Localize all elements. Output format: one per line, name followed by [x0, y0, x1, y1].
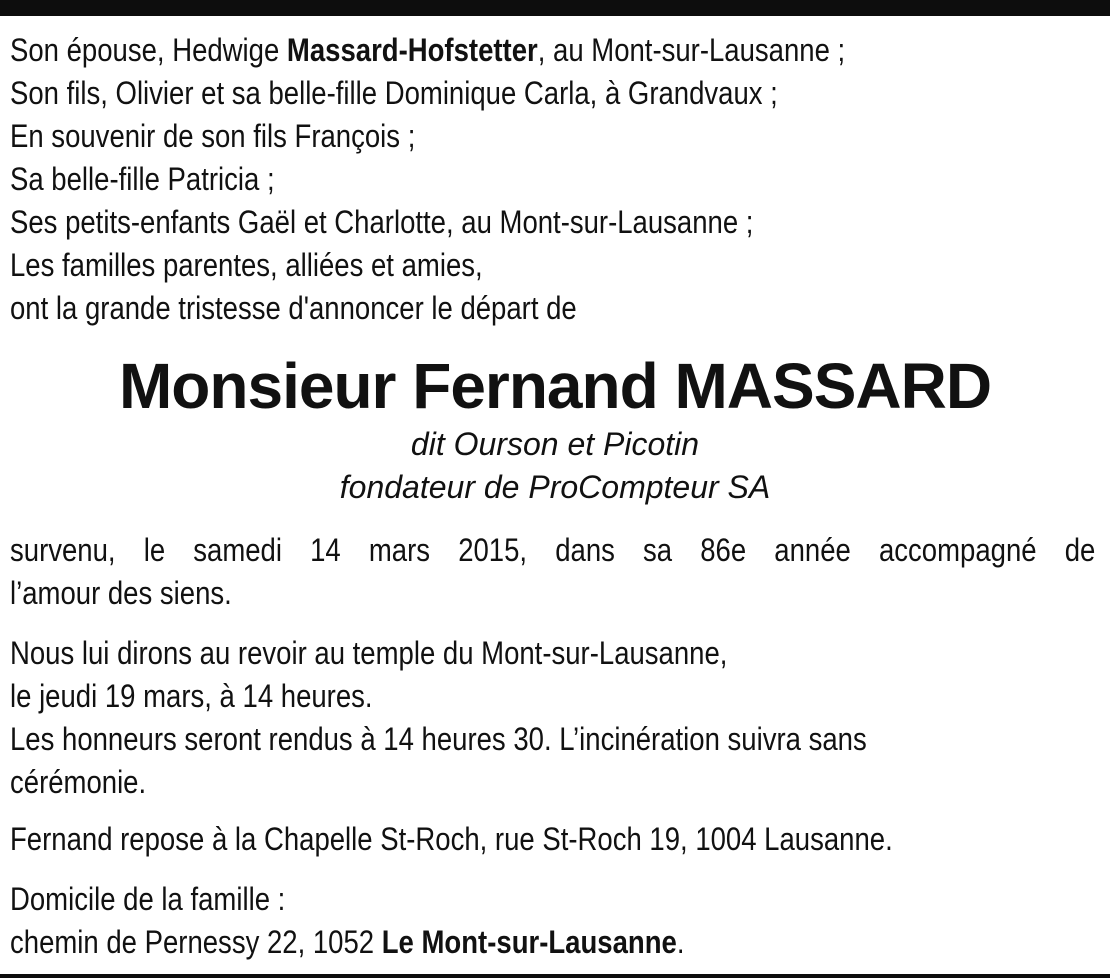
- ceremony-line-3: Les honneurs seront rendus à 14 heures 30. L’incinération suivra sans: [10, 721, 867, 757]
- ceremony-paragraph: [10, 632, 1085, 804]
- deceased-role: fondateur de ProCompteur SA: [339, 469, 771, 505]
- address-town: Le Mont-sur-Lausanne: [381, 924, 677, 960]
- repose-line: Fernand repose à la Chapelle St-Roch, rue St-Roch 19, 1004 Lausanne.: [10, 821, 893, 857]
- deceased-nickname: dit Ourson et Picotin: [410, 426, 700, 462]
- family-line-grandchildren: Ses petits-enfants Gaël et Charlotte, au Mont-sur-Lausanne ;: [10, 204, 754, 240]
- announcement-line: ont la grande tristesse d'annoncer le départ de: [10, 290, 577, 326]
- family-line-memory: En souvenir de son fils François ;: [10, 118, 416, 154]
- death-line-2: l’amour des siens.: [10, 575, 232, 611]
- top-border-rule: [0, 0, 1110, 16]
- deceased-name: Monsieur Fernand MASSARD: [118, 350, 992, 422]
- death-paragraph: [10, 529, 1096, 615]
- family-line-daughter-in-law: Sa belle-fille Patricia ;: [10, 161, 275, 197]
- address-street: chemin de Pernessy 22, 1052: [10, 924, 382, 960]
- domicile-label: Domicile de la famille :: [10, 881, 286, 917]
- ceremony-line-2: le jeudi 19 mars, à 14 heures.: [10, 678, 373, 714]
- spouse-prefix: Son épouse, Hedwige: [10, 32, 287, 68]
- death-line-1: survenu, le samedi 14 mars 2015, dans sa 86e année accompagné de: [10, 532, 1096, 568]
- ceremony-line-4: cérémonie.: [10, 764, 147, 800]
- spouse-surname: Massard-Hofstetter: [286, 32, 538, 68]
- family-list: [10, 29, 1085, 330]
- family-line-son: Son fils, Olivier et sa belle-fille Dominique Carla, à Grandvaux ;: [10, 75, 778, 111]
- domicile-paragraph: [10, 878, 1085, 964]
- address-end: .: [676, 924, 685, 960]
- ceremony-line-1: Nous lui dirons au revoir au temple du Mont-sur-Lausanne,: [10, 635, 728, 671]
- domicile-address: [10, 921, 1085, 964]
- family-line-spouse: [10, 29, 1085, 72]
- bottom-border-rule: [0, 974, 1110, 978]
- repose-paragraph: [10, 818, 1085, 861]
- family-line-relatives: Les familles parentes, alliées et amies,: [10, 247, 483, 283]
- spouse-suffix: , au Mont-sur-Lausanne ;: [537, 32, 846, 68]
